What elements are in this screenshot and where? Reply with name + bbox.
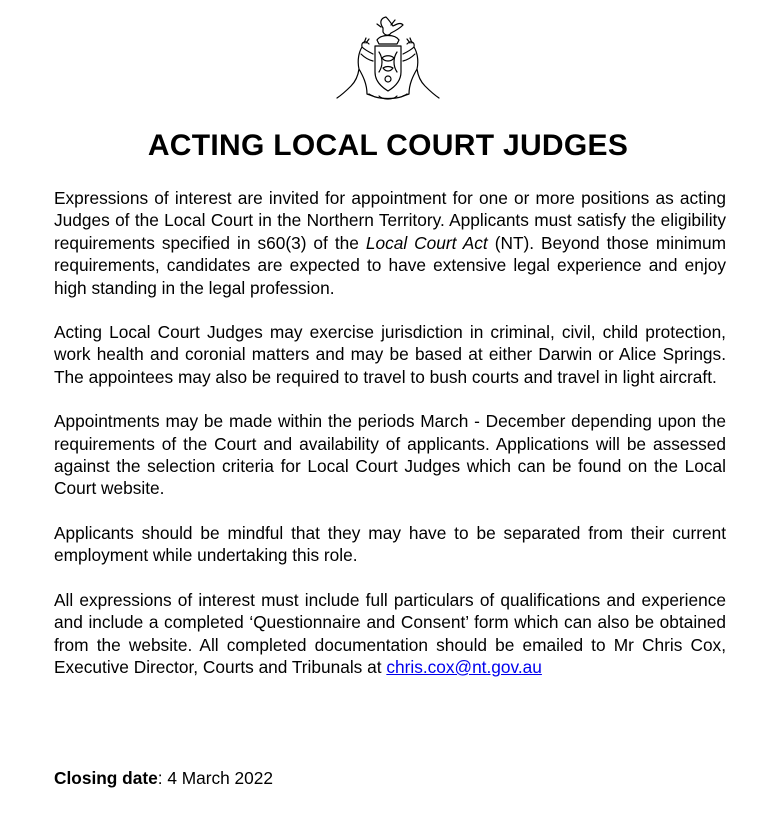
- act-name: Local Court Act: [365, 232, 488, 253]
- paragraph-text: (NT). Beyond those minimum requirements, candidates are expected to have extensive legal experience and enjoy high standing in the legal profession.: [54, 232, 726, 298]
- closing-date: [54, 767, 273, 789]
- closing-date-label: Closing date: [54, 768, 158, 788]
- page-title: ACTING LOCAL COURT JUDGES: [147, 129, 629, 162]
- closing-date-separator: :: [157, 768, 168, 788]
- paragraph-text: All expressions of interest must include full particulars of qualifications and experience and include a completed ‘Questionnaire and Consent’ form which can also be obtained from the website. All completed documentation should be emailed to Mr Chris Cox, Executive Director, Courts and Tribunals at: [54, 589, 726, 677]
- closing-date-value: 4 March 2022: [167, 768, 273, 788]
- paragraph-jurisdiction: Acting Local Court Judges may exercise jurisdiction in criminal, civil, child protection, work health and coronial matters and may be based at either Darwin or Alice Springs. The appointees may also be required to travel to bush courts and travel in light aircraft.: [54, 322, 726, 387]
- notice-body: [54, 187, 726, 678]
- coat-of-arms-icon: [333, 14, 443, 104]
- paragraph-text: Expressions of interest are invited for appointment for one or more positions as acting Judges of the Local Court in the Northern Territory. Applicants must satisfy the eligibility requirements specified in s60(3) of the: [54, 188, 726, 253]
- paragraph-eligibility: [54, 187, 726, 299]
- paragraph-submission: [54, 589, 726, 679]
- paragraph-employment: Applicants should be mindful that they may have to be separated from their current employment while undertaking this role.: [54, 522, 726, 566]
- email-link[interactable]: chris.cox@nt.gov.au: [386, 656, 542, 677]
- paragraph-appointments: Appointments may be made within the periods March - December depending upon the requirements of the Court and availability of applicants. Applications will be assessed against the selection criteria for Local Court Judges which can be found on the Local Court website.: [54, 411, 726, 499]
